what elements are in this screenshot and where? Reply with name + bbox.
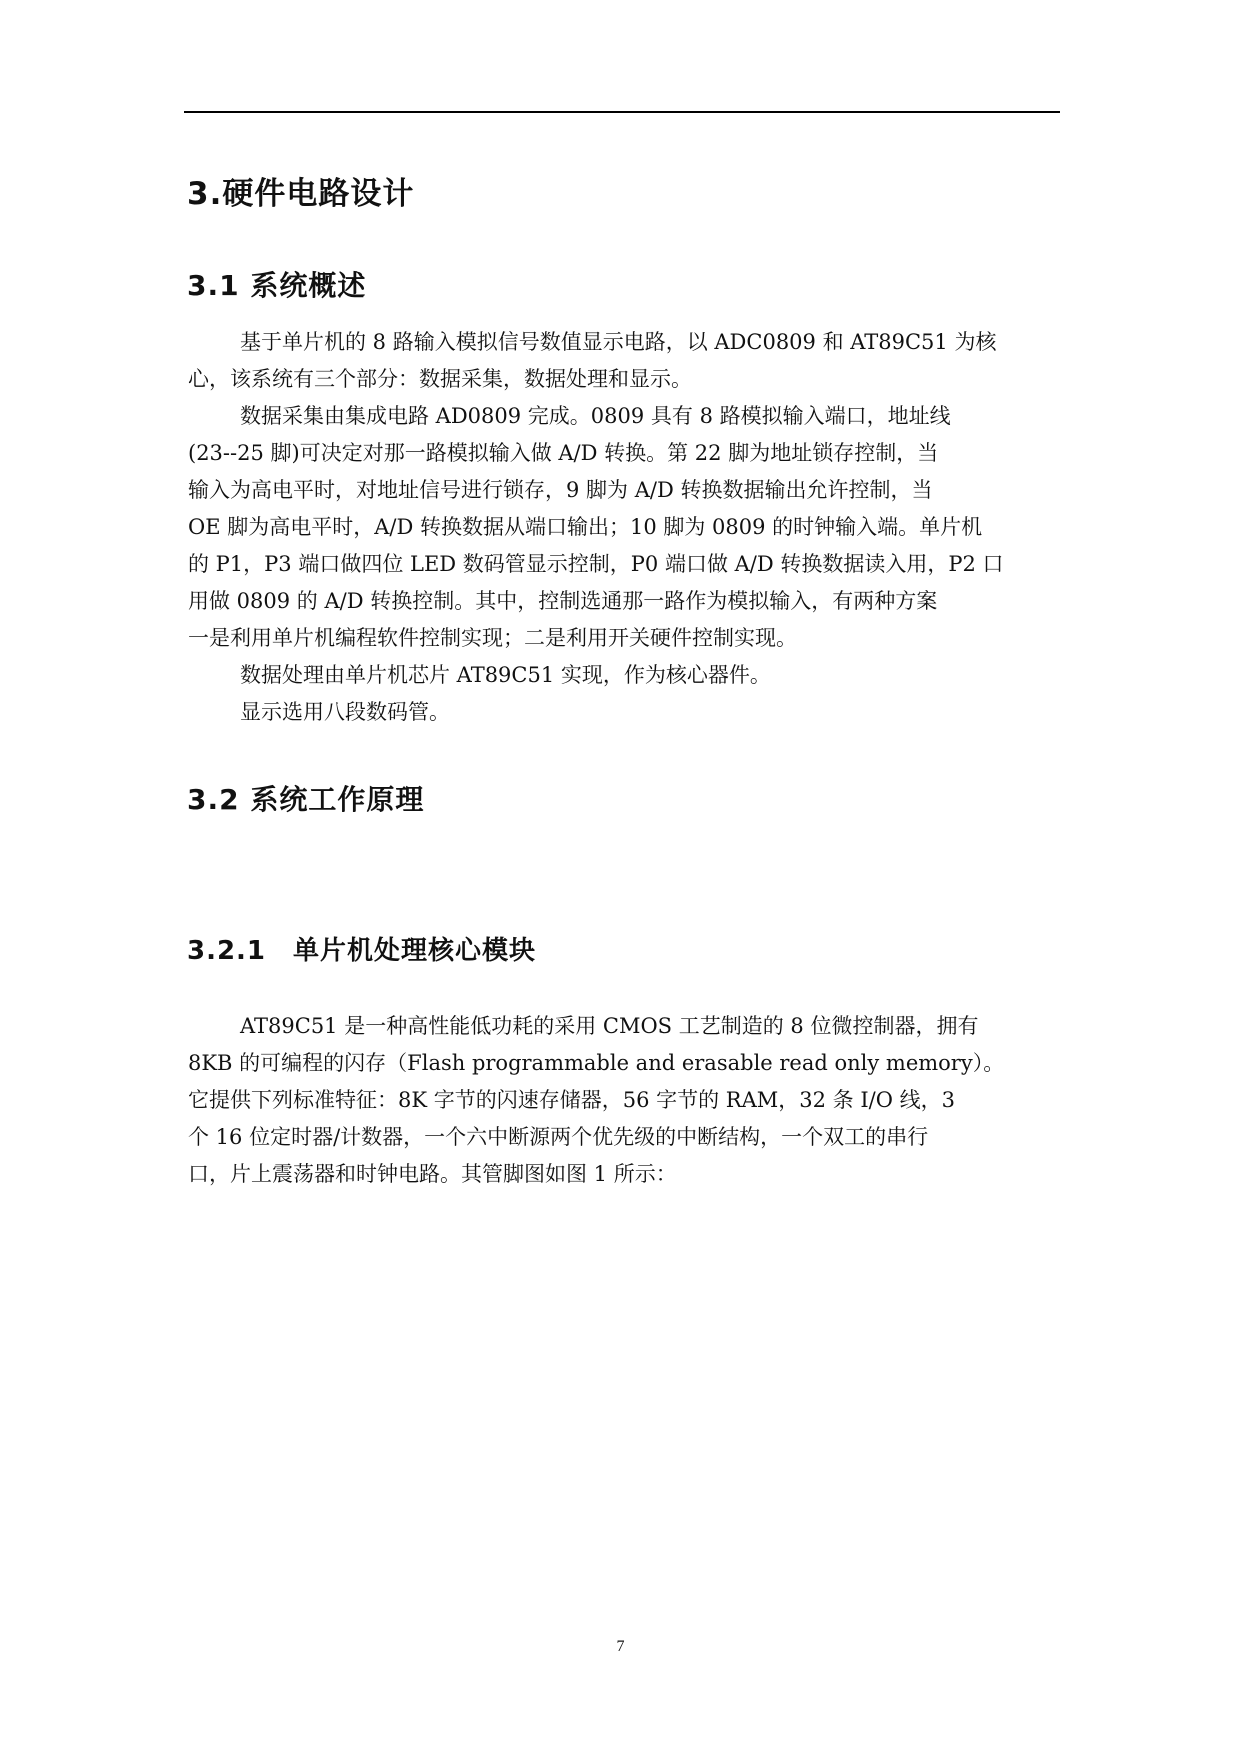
text-line: 数据采集由集成电路 AD0809 完成。0809 具有 8 路模拟输入端口，地址线 <box>240 404 951 428</box>
text-line: 用做 0809 的 A/D 转换控制。其中，控制选通那一路作为模拟输入，有两种方案 <box>188 589 938 613</box>
paragraph-overview-2 <box>188 398 1060 657</box>
section-heading-3-2: 3.2 系统工作原理 <box>187 783 425 816</box>
text-line: 8KB 的可编程的闪存（Flash programmable and erasable read only memory）。 <box>188 1051 1005 1075</box>
text-line: 它提供下列标准特征：8K 字节的闪速存储器，56 字节的 RAM，32 条 I/O 线，3 <box>188 1088 955 1112</box>
text-line: 心，该系统有三个部分：数据采集，数据处理和显示。 <box>188 367 692 391</box>
text-line: 显示选用八段数码管。 <box>240 700 450 724</box>
text-line: (23--25 脚)可决定对那一路模拟输入做 A/D 转换。第 22 脚为地址锁存控制，当 <box>188 441 939 465</box>
page-number: 7 <box>616 1638 625 1655</box>
text-line: 个 16 位定时器/计数器，一个六中断源两个优先级的中断结构，一个双工的串行 <box>188 1125 929 1149</box>
section-heading-3-1: 3.1 系统概述 <box>187 269 367 302</box>
chapter-heading: 3.硬件电路设计 <box>187 176 415 212</box>
text-line: 口，片上震荡器和时钟电路。其管脚图如图 1 所示： <box>188 1162 677 1186</box>
text-line: 数据处理由单片机芯片 AT89C51 实现，作为核心器件。 <box>240 663 771 687</box>
paragraph-overview-4 <box>188 694 1060 731</box>
paragraph-overview-3 <box>188 657 1060 694</box>
text-line: AT89C51 是一种高性能低功耗的采用 CMOS 工艺制造的 8 位微控制器，拥有 <box>240 1014 979 1038</box>
header-rule <box>184 111 1060 113</box>
text-line: 的 P1，P3 端口做四位 LED 数码管显示控制，P0 端口做 A/D 转换数据读入用，P2 口 <box>188 552 1004 576</box>
text-line: 一是利用单片机编程软件控制实现；二是利用开关硬件控制实现。 <box>188 626 797 650</box>
paragraph-mcu-core <box>188 1008 1060 1193</box>
subsection-heading-3-2-1: 3.2.1 单片机处理核心模块 <box>187 936 537 966</box>
text-line: OE 脚为高电平时，A/D 转换数据从端口输出；10 脚为 0809 的时钟输入端。单片机 <box>188 515 983 539</box>
text-line: 基于单片机的 8 路输入模拟信号数值显示电路，以 ADC0809 和 AT89C51 为核 <box>240 330 997 354</box>
text-line: 输入为高电平时，对地址信号进行锁存，9 脚为 A/D 转换数据输出允许控制，当 <box>188 478 933 502</box>
paragraph-overview-1 <box>188 324 1060 398</box>
